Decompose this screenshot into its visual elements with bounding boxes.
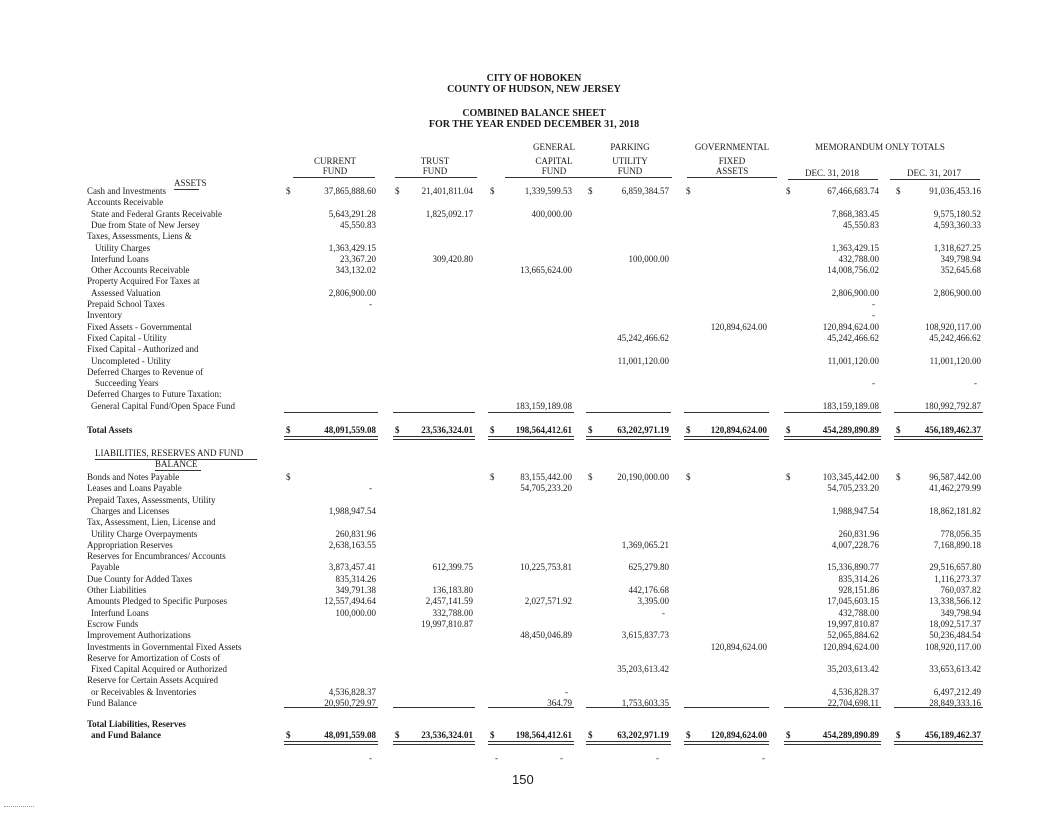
cell-t18: 54,705,233.20 (827, 483, 879, 494)
subtotal-rule (684, 707, 769, 708)
total-dollar: $ (896, 425, 901, 435)
cell-cur: 37,865,888.60 (324, 186, 376, 196)
cell-t17: 180,992,792.87 (924, 400, 981, 411)
cell-t17: 2,806,900.00 (933, 287, 981, 298)
total-dollar: $ (395, 425, 400, 435)
dollar-sign: $ (588, 186, 593, 196)
cell-pk: 625,279.80 (628, 562, 669, 573)
cell-cur: 45,550.83 (340, 219, 376, 230)
total-pk: 63,202,971.19 (617, 425, 669, 435)
title-period: FOR THE YEAR ENDED DECEMBER 31, 2018 (428, 119, 640, 130)
subtotal-rule (488, 707, 574, 708)
row-label: Prepaid School Taxes (87, 299, 165, 309)
row-label: Improvement Authorizations (87, 630, 191, 641)
cell-gc: 1,339,599.53 (524, 186, 572, 196)
col-general-2: CAPITAL (535, 156, 573, 166)
total-double-rule (488, 741, 574, 745)
cell-cur: 4,536,828.37 (328, 686, 376, 697)
cell-cur: 5,643,291.28 (328, 208, 376, 219)
cell-t18: 35,203,613.42 (827, 664, 879, 675)
cell-t18: 432,788.00 (838, 253, 879, 264)
cell-cur: 3,873,457.41 (328, 562, 376, 573)
cell-t18: 11,001,120.00 (827, 355, 879, 366)
section-assets: ASSETS (174, 178, 207, 188)
cell-t17: 29,516,657.80 (929, 562, 981, 573)
cell-pk: 45,242,466.62 (617, 332, 669, 343)
row-label: Utility Charge Overpayments (91, 528, 198, 539)
cell-t17: 1,116,273.37 (934, 573, 981, 584)
row-label: Due from State of New Jersey (91, 219, 200, 230)
row-label: Fixed Capital - Utility (87, 332, 167, 343)
cell-pk: 20,190,000.00 (617, 472, 669, 482)
cell-cur: - (369, 299, 372, 309)
subtotal-rule (894, 412, 983, 413)
cell-t18: 67,466,683.74 (827, 186, 879, 196)
total-gv: 120,894,624.00 (710, 730, 767, 740)
subtotal-rule (284, 707, 378, 708)
page-number: 150 (512, 772, 534, 787)
row-label: Appropriation Reserves (87, 539, 173, 550)
total-double-rule (586, 741, 671, 745)
footer-dash: - (369, 753, 372, 763)
cell-tr: 612,399.75 (432, 562, 473, 573)
cell-gc: 54,705,233.20 (520, 483, 572, 494)
cell-t18: 928,151.86 (838, 585, 879, 595)
row-label: Taxes, Assessments, Liens & (87, 231, 192, 242)
dollar-sign: $ (896, 186, 901, 196)
cell-pk: - (662, 607, 665, 618)
subtotal-rule (894, 707, 983, 708)
total-t18: 454,289,890.89 (822, 730, 879, 740)
footer-dash: - (762, 753, 765, 763)
col-memo-header: MEMORANDUM ONLY TOTALS (815, 142, 945, 152)
total-double-rule (393, 436, 475, 440)
cell-t18: 120,894,624.00 (822, 641, 879, 652)
dollar-sign: $ (490, 186, 495, 196)
cell-t17: - (974, 378, 977, 389)
cell-gc: 400,000.00 (531, 208, 572, 219)
cell-cur: 1,988,947.54 (328, 505, 376, 516)
row-label: Tax, Assessment, Lien, License and (87, 517, 216, 528)
row-label: Charges and Licenses (91, 505, 170, 516)
cell-t17: 11,001,120.00 (929, 355, 981, 366)
cell-t18: 14,008,756.02 (827, 265, 879, 276)
dollar-sign: $ (286, 472, 291, 482)
cell-t18: 15,336,890.77 (827, 562, 879, 573)
cell-pk: 100,000.00 (628, 253, 669, 264)
cell-gc: 183,159,189.08 (515, 400, 572, 411)
cell-cur: 835,314.26 (335, 573, 376, 584)
dollar-sign: $ (786, 472, 791, 482)
col-parking-2: UTILITY (612, 156, 648, 166)
row-label: Interfund Loans (91, 607, 149, 618)
cell-pk: 3,615,837.73 (621, 630, 669, 641)
total-dollar: $ (686, 730, 691, 740)
total-double-rule (284, 741, 378, 745)
row-label: Fund Balance (87, 698, 137, 708)
subtotal-rule (784, 707, 881, 708)
cell-t17: 352,645.68 (940, 265, 981, 276)
total-tr: 23,536,324.01 (421, 730, 473, 740)
col-current-1: CURRENT (313, 156, 356, 166)
total-double-rule (894, 436, 983, 440)
row-label: Interfund Loans (91, 253, 149, 264)
cell-tr: 1,825,092.17 (425, 208, 473, 219)
cell-cur: 343,132.02 (335, 265, 376, 276)
subtotal-rule (586, 412, 671, 413)
cell-pk: 1,369,065.21 (621, 539, 669, 550)
cell-t17: 45,242,466.62 (929, 332, 981, 343)
cell-cur: 23,367.20 (340, 253, 376, 264)
cell-t17: 7,168,890.18 (933, 539, 981, 550)
cell-t18: 1,363,429.15 (831, 242, 879, 253)
col-trust-2: FUND (422, 166, 448, 176)
total-double-rule (488, 436, 574, 440)
row-label: Amounts Pledged to Specific Purposes (87, 596, 227, 607)
row-label: Property Acquired For Taxes at (87, 276, 200, 287)
total-cur: 48,091,559.08 (324, 425, 376, 435)
cell-t18: 835,314.26 (838, 573, 879, 584)
row-label: Accounts Receivable (87, 197, 164, 208)
cell-t17: 6,497,212.49 (933, 686, 981, 697)
total-double-rule (586, 436, 671, 440)
cell-cur: - (369, 483, 372, 494)
total-double-rule (684, 436, 769, 440)
cell-t17: 13,338,566.12 (929, 596, 981, 607)
total-t17: 456,189,462.37 (924, 425, 981, 435)
cell-tr: 332,788.00 (432, 607, 473, 618)
cell-t17: 96,587,442.00 (929, 472, 981, 482)
col-general-1: GENERAL (533, 142, 575, 152)
dollar-sign: $ (395, 186, 400, 196)
cell-gc: 48,450,046.89 (520, 630, 572, 641)
row-label: Payable (91, 562, 120, 573)
cell-t18: - (872, 378, 875, 389)
total-dollar: $ (395, 730, 400, 740)
total-gc: 198,564,412.61 (515, 425, 572, 435)
cell-t18: 2,806,900.00 (831, 287, 879, 298)
total-tr: 23,536,324.01 (421, 425, 473, 435)
cell-t17: 108,920,117.00 (925, 641, 981, 652)
cell-cur: 1,363,429.15 (328, 242, 376, 253)
row-label: Succeeding Years (95, 378, 159, 389)
total-label: Total Assets (87, 425, 133, 435)
cell-gc: 364.79 (547, 698, 572, 708)
row-label: Reserve for Certain Assets Acquired (87, 675, 218, 686)
cell-t17: 33,653,613.42 (929, 664, 981, 675)
cell-t17: 1,318,627.25 (933, 242, 981, 253)
row-label: Utility Charges (95, 242, 151, 253)
col-trust-1: TRUST (420, 156, 450, 166)
cell-cur: 20,950,729.97 (324, 698, 376, 708)
cell-tr: 19,997,810.87 (421, 618, 473, 629)
cell-t17: 778,056.35 (940, 528, 981, 539)
cell-gc: 83,155,442.00 (520, 472, 572, 482)
row-label: Deferred Charges to Revenue of (87, 366, 204, 377)
col-general-3: FUND (541, 166, 567, 176)
subtotal-rule (393, 412, 475, 413)
cell-t18: 7,868,383.45 (831, 208, 879, 219)
row-label: Fixed Capital - Authorized and (87, 344, 199, 355)
cell-t18: 4,007,228.76 (831, 539, 879, 550)
footer-dash: - (560, 753, 563, 763)
cell-t17: 349,798.94 (940, 253, 981, 264)
cell-pk: 1,753,603.35 (621, 698, 669, 708)
row-label: Reserves for Encumbrances/ Accounts (87, 551, 226, 562)
row-label: Reserve for Amortization of Costs of (87, 652, 221, 663)
row-label: General Capital Fund/Open Space Fund (91, 400, 235, 411)
cell-t18: - (872, 310, 875, 321)
dollar-sign: $ (896, 472, 901, 482)
cell-t18: 432,788.00 (838, 607, 879, 618)
cell-t18: 17,045,603.15 (827, 596, 879, 607)
total-dollar: $ (490, 730, 495, 740)
col-dec-2017: DEC. 31, 2017 (907, 168, 961, 178)
cell-tr: 136,183.80 (432, 585, 473, 595)
subtotal-rule (784, 412, 881, 413)
cell-t17: 9,575,180.52 (933, 208, 981, 219)
cell-tr: 2,457,141.59 (425, 596, 473, 607)
section-liabilities-1: LIABILITIES, RESERVES AND FUND (95, 448, 244, 458)
subtotal-rule (586, 707, 671, 708)
subtotal-rule (684, 412, 769, 413)
total-dollar: $ (286, 425, 291, 435)
total-gc: 198,564,412.61 (515, 730, 572, 740)
total-dollar: $ (786, 730, 791, 740)
total-dollar: $ (786, 425, 791, 435)
cell-t18: 1,988,947.54 (831, 505, 879, 516)
cell-t17: 349,798.94 (940, 607, 981, 618)
cell-pk: 3,395.00 (637, 596, 669, 607)
row-label: Escrow Funds (87, 618, 139, 629)
total-t17: 456,189,462.37 (924, 730, 981, 740)
cell-gc: - (565, 686, 568, 697)
col-governmental-1: GOVERNMENTAL (694, 142, 770, 152)
col-dec-2018: DEC. 31, 2018 (805, 168, 859, 178)
cell-t17: 4,593,360.33 (933, 219, 981, 230)
cell-gv: 120,894,624.00 (710, 321, 767, 332)
col-governmental-3: ASSETS (715, 166, 749, 176)
cell-t17: 760,037.82 (940, 585, 981, 595)
cell-t18: 120,894,624.00 (822, 321, 879, 332)
cell-cur: 2,806,900.00 (328, 287, 376, 298)
subtotal-rule (393, 707, 475, 708)
cell-t18: 183,159,189.08 (822, 400, 879, 411)
row-label: or Receivables & Inventories (91, 686, 197, 697)
row-label: Cash and Investments (87, 186, 166, 196)
total-label: Total Liabilities, Reserves (87, 719, 186, 729)
total-double-rule (684, 741, 769, 745)
total-double-rule (784, 741, 881, 745)
subtotal-rule (284, 412, 378, 413)
total-label: and Fund Balance (91, 730, 162, 740)
cell-gv: 120,894,624.00 (710, 641, 767, 652)
footer-dash: - (495, 753, 498, 763)
total-dollar: $ (588, 425, 593, 435)
row-label: Assessed Valuation (91, 287, 161, 298)
total-double-rule (284, 436, 378, 440)
total-dollar: $ (896, 730, 901, 740)
col-parking-1: PARKING (610, 142, 650, 152)
cell-gc: 10,225,753.81 (520, 562, 572, 573)
col-parking-3: FUND (617, 166, 643, 176)
dollar-sign: $ (286, 186, 291, 196)
total-cur: 48,091,559.08 (324, 730, 376, 740)
cell-t17: 91,036,453.16 (929, 186, 981, 196)
total-double-rule (784, 436, 881, 440)
cell-t17: 18,862,181.82 (929, 505, 981, 516)
dollar-sign: $ (490, 472, 495, 482)
footer-dash: - (656, 753, 659, 763)
title-statement: COMBINED BALANCE SHEET (462, 108, 606, 119)
total-t18: 454,289,890.89 (822, 425, 879, 435)
cell-t17: 50,236,484.54 (929, 630, 981, 641)
dollar-sign: $ (786, 186, 791, 196)
cell-t18: 45,550.83 (843, 219, 879, 230)
total-double-rule (393, 741, 475, 745)
cell-t17: 41,462,279.99 (929, 483, 981, 494)
total-dollar: $ (286, 730, 291, 740)
cell-t18: 19,997,810.87 (827, 618, 879, 629)
row-label: Other Accounts Receivable (91, 265, 190, 276)
cell-pk: 35,203,613.42 (617, 664, 669, 675)
row-label: Bonds and Notes Payable (87, 472, 180, 482)
cell-t18: 52,065,884.62 (827, 630, 879, 641)
cell-t18: 22,704,698.11 (827, 698, 879, 708)
col-current-2: FUND (322, 166, 348, 176)
subtotal-rule (488, 412, 574, 413)
cell-pk: 11,001,120.00 (617, 355, 669, 366)
cell-cur: 260,831.96 (335, 528, 376, 539)
total-gv: 120,894,624.00 (710, 425, 767, 435)
total-double-rule (894, 741, 983, 745)
row-label: Prepaid Taxes, Assessments, Utility (87, 494, 216, 505)
cell-tr: 309,420.80 (432, 253, 473, 264)
cell-t18: 103,345,442.00 (822, 472, 879, 482)
cell-cur: 100,000.00 (335, 607, 376, 618)
section-liabilities-2: BALANCE (155, 459, 198, 469)
dollar-sign: $ (686, 186, 691, 196)
cell-pk: 6,859,384.57 (621, 186, 669, 196)
row-label: Fixed Assets - Governmental (87, 321, 192, 332)
row-label: Inventory (87, 310, 122, 321)
cell-gc: 2,027,571.92 (524, 596, 572, 607)
row-label: Deferred Charges to Future Taxation: (87, 389, 222, 400)
row-label: Leases and Loans Payable (87, 483, 182, 494)
row-label: Uncompleted - Utility (91, 355, 171, 366)
total-dollar: $ (686, 425, 691, 435)
cell-pk: 442,176.68 (628, 585, 669, 595)
row-label: Due County for Added Taxes (87, 573, 193, 584)
total-dollar: $ (588, 730, 593, 740)
cell-t18: 260,831.96 (838, 528, 879, 539)
cell-t17: 18,092,517.37 (929, 618, 981, 629)
row-label: State and Federal Grants Receivable (91, 208, 222, 219)
total-pk: 63,202,971.19 (617, 730, 669, 740)
total-dollar: $ (490, 425, 495, 435)
cell-gc: 13,665,624.00 (520, 265, 572, 276)
row-label: Other Liabilities (87, 585, 147, 595)
cell-t18: 4,536,828.37 (831, 686, 879, 697)
cell-tr: 21,401,811.04 (421, 186, 473, 196)
title-city: CITY OF HOBOKEN (486, 73, 582, 84)
title-county: COUNTY OF HUDSON, NEW JERSEY (447, 84, 621, 95)
cell-t18: - (872, 299, 875, 309)
cell-t17: 28,849,333.16 (929, 698, 981, 708)
col-governmental-2: FIXED (718, 156, 746, 166)
cell-cur: 2,638,163.55 (328, 539, 376, 550)
dollar-sign: $ (686, 472, 691, 482)
cell-cur: 12,557,494.64 (324, 596, 376, 607)
cell-t17: 108,920,117.00 (925, 321, 981, 332)
cell-t18: 45,242,466.62 (827, 332, 879, 343)
row-label: Investments in Governmental Fixed Assets (87, 641, 242, 652)
cell-cur: 349,791.38 (335, 585, 376, 595)
dollar-sign: $ (588, 472, 593, 482)
row-label: Fixed Capital Acquired or Authorized (91, 664, 227, 675)
